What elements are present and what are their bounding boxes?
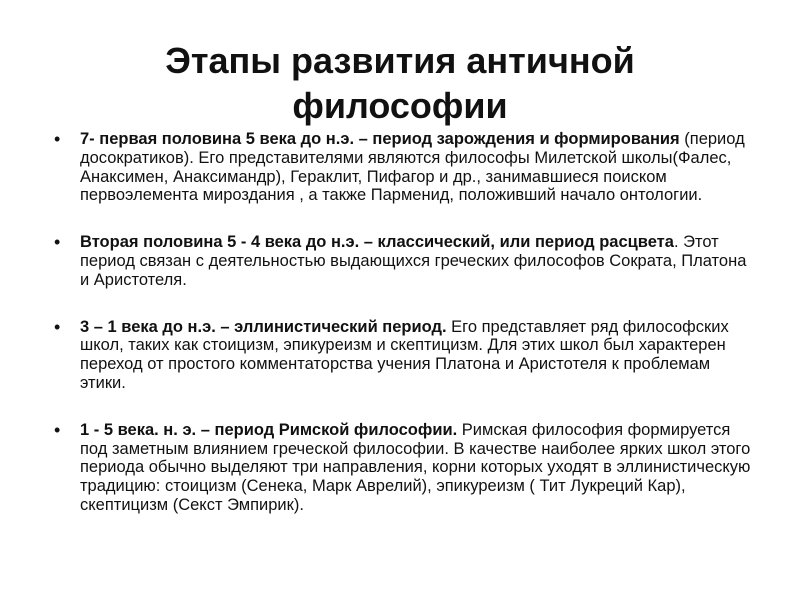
item-text: Римская философия формируется под заметным влиянием греческой философии. В качестве наиболее ярких школ этого периода обычно выделяют три направления, корни которых уходят в эллинистическую традицию: стоицизм (Сенека, Марк Аврелий), эпикуреизм ( Тит Лукреций Кар), скептицизм (Секст Эмпирик). <box>80 420 751 514</box>
list-item <box>52 318 752 393</box>
item-heading: 7- первая половина 5 века до н.э. – период зарождения и формирования <box>80 130 680 148</box>
list-item <box>52 233 752 289</box>
item-heading: Вторая половина 5 - 4 века до н.э. – классический, или период расцвета <box>80 233 674 252</box>
list-item <box>52 130 752 205</box>
item-text: (период досократиков). Его представителями являются философы Милетской школы(Фалес, Анаксимен, Анаксимандр), Гераклит, Пифагор и др., занимавшиеся поиском первоэлемента мироздания , а также Парменид, положивший начало онтологии. <box>80 130 745 205</box>
item-heading: 1 - 5 века. н. э. – период Римской философии. <box>80 420 458 439</box>
bullet-icon: • <box>54 232 61 253</box>
item-text: Его представляет ряд философских школ, таких как стоицизм, эпикуреизм и скептицизм. Для этих школ был характерен переход от простого комментаторства учения Платона и Аристотеля к проблемам этики. <box>80 317 729 392</box>
bullet-list <box>52 130 752 543</box>
bullet-icon: • <box>54 129 61 149</box>
item-text: . Этот период связан с деятельностью выдающихся греческих философов Сократа, Платона и Аристотеля. <box>80 233 747 289</box>
slide-title: Этапы развития античной философии <box>165 40 635 126</box>
list-item <box>52 421 752 515</box>
item-heading: 3 – 1 века до н.э. – эллинистический период. <box>80 317 447 336</box>
bullet-icon: • <box>54 316 61 337</box>
bullet-icon: • <box>54 419 61 440</box>
